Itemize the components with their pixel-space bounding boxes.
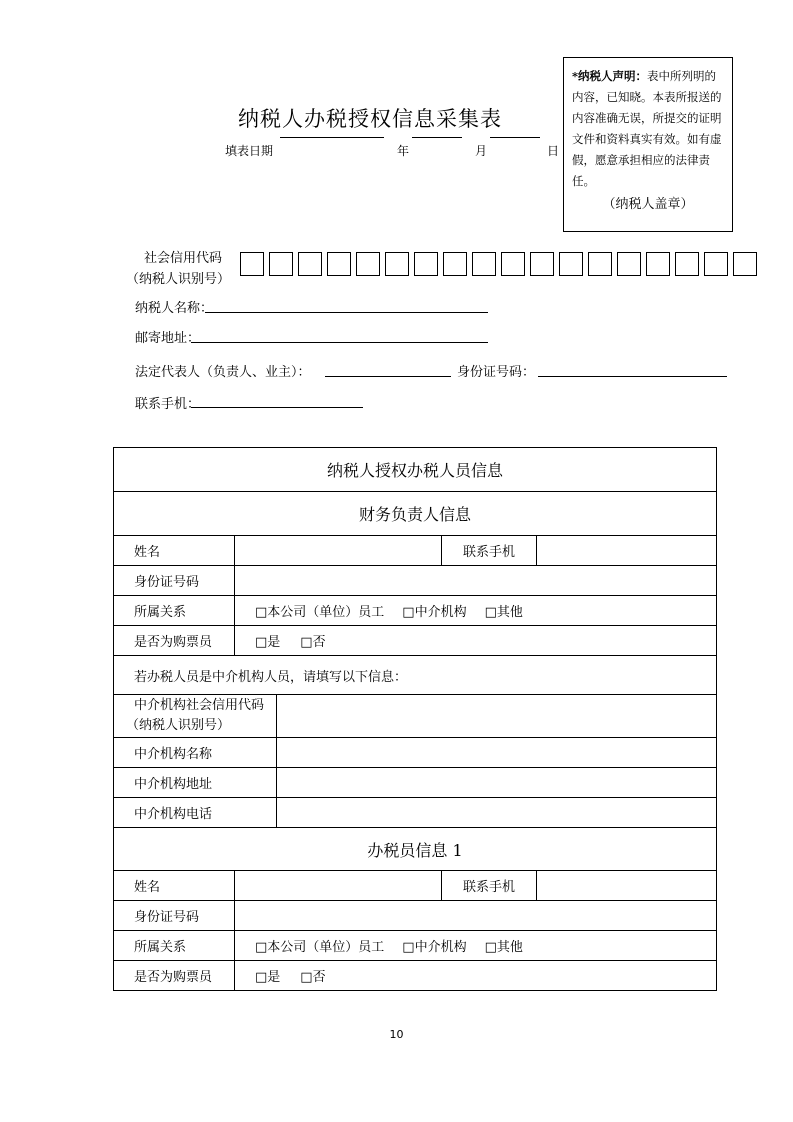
code-box[interactable] [472,252,496,276]
finance-id-label: 身份证号码 [114,566,235,596]
code-box[interactable] [530,252,554,276]
code-box[interactable] [501,252,525,276]
agent1-relation-label: 所属关系 [114,931,235,961]
code-box[interactable] [443,252,467,276]
agency-code-label-line1: 中介机构社会信用代码 [134,698,265,713]
finance-id-input[interactable] [234,566,716,596]
finance-relation-options [234,596,716,626]
mobile-label: 联系手机： [135,397,201,412]
option-other-checkbox[interactable]: □其他 [484,940,523,955]
finance-name-input[interactable] [234,536,441,566]
agency-address-input[interactable] [276,768,716,798]
legal-rep-label: 法定代表人（负责人、业主）： [135,365,311,380]
agent1-relation-options [234,931,716,961]
id-number-field[interactable] [538,375,727,377]
code-box[interactable] [617,252,641,276]
id-number-label: 身份证号码： [457,365,536,380]
code-box[interactable] [588,252,612,276]
declaration-text: 表中所列明的内容，已知晓。本表所报送的内容准确无误，所提交的证明文件和资料真实有效。如有虚假，愿意承担相应的法律责任。 [572,69,722,188]
code-box[interactable] [327,252,351,276]
date-day-line [490,137,540,139]
agent1-phone-label: 联系手机 [441,871,537,901]
finance-buyer-options [234,626,716,656]
option-yes-checkbox[interactable]: □是 [254,635,281,650]
agent1-buyer-options [234,961,716,991]
option-agency-checkbox[interactable]: □中介机构 [402,605,467,620]
agent1-buyer-label: 是否为购票员 [114,961,235,991]
agency-name-input[interactable] [276,738,716,768]
agency-code-input[interactable] [276,695,716,738]
finance-phone-input[interactable] [537,536,717,566]
code-box[interactable] [733,252,757,276]
agent1-id-label: 身份证号码 [114,901,235,931]
authorized-staff-table [113,447,717,991]
code-box[interactable] [385,252,409,276]
finance-relation-label: 所属关系 [114,596,235,626]
agent1-header: 办税员信息 1 [114,828,717,871]
agent1-name-input[interactable] [234,871,441,901]
agency-phone-input[interactable] [276,798,716,828]
taxpayer-declaration [563,57,733,232]
agency-name-label: 中介机构名称 [114,738,277,768]
code-box[interactable] [298,252,322,276]
address-label: 邮寄地址： [135,331,201,346]
agency-phone-label: 中介机构电话 [114,798,277,828]
declaration-heading: *纳税人声明： [572,69,648,83]
date-year-line [280,137,384,139]
code-box[interactable] [646,252,670,276]
agency-code-label-line2: （纳税人识别号） [126,718,231,733]
option-other-checkbox[interactable]: □其他 [484,605,523,620]
date-year: 年 [397,144,410,158]
credit-code-boxes[interactable] [240,252,757,276]
credit-code-label: 社会信用代码 [144,251,223,266]
date-label: 填表日期 [225,144,274,158]
option-agency-checkbox[interactable]: □中介机构 [402,940,467,955]
agency-code-label [114,695,277,738]
table-header: 纳税人授权办税人员信息 [114,448,717,492]
agency-address-label: 中介机构地址 [114,768,277,798]
option-yes-checkbox[interactable]: □是 [254,970,281,985]
option-employee-checkbox[interactable]: □本公司（单位）员工 [254,940,385,955]
credit-code-label-2: （纳税人识别号） [126,272,231,287]
code-box[interactable] [240,252,264,276]
mobile-field[interactable] [191,406,363,408]
code-box[interactable] [269,252,293,276]
finance-name-label: 姓名 [114,536,235,566]
option-no-checkbox[interactable]: □否 [300,970,326,985]
address-field[interactable] [191,341,488,343]
taxpayer-name-label: 纳税人名称： [135,301,214,316]
code-box[interactable] [356,252,380,276]
finance-header: 财务负责人信息 [114,492,717,536]
date-day: 日 [547,144,560,158]
taxpayer-name-field[interactable] [205,311,488,313]
option-employee-checkbox[interactable]: □本公司（单位）员工 [254,605,385,620]
code-box[interactable] [559,252,583,276]
finance-buyer-label: 是否为购票员 [114,626,235,656]
option-no-checkbox[interactable]: □否 [300,635,326,650]
agent1-id-input[interactable] [234,901,716,931]
date-month: 月 [475,144,488,158]
code-box[interactable] [675,252,699,276]
code-box[interactable] [704,252,728,276]
date-month-line [412,137,462,139]
page-number: 10 [389,1028,404,1041]
code-box[interactable] [414,252,438,276]
legal-rep-field[interactable] [325,375,451,377]
finance-phone-label: 联系手机 [441,536,537,566]
agent1-phone-input[interactable] [537,871,717,901]
declaration-stamp: （纳税人盖章） [602,197,694,212]
form-title: 纳税人办税授权信息采集表 [238,107,502,131]
agent1-name-label: 姓名 [114,871,235,901]
agency-note: 若办税人员是中介机构人员，请填写以下信息： [114,656,717,695]
